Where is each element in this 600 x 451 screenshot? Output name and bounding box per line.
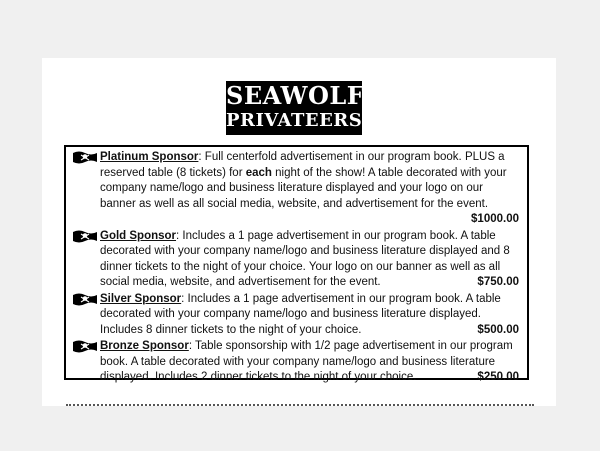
sponsor-item-bronze — [74, 339, 519, 386]
sponsor-price: $250.00 — [477, 371, 519, 383]
sponsor-emphasis: each — [245, 166, 272, 179]
sponsor-price: $750.00 — [477, 276, 519, 288]
sponsor-item-gold — [74, 229, 519, 291]
sponsorship-levels-box — [64, 145, 529, 383]
sponsor-description: : Includes a 1 page advertisement in our program book. A table decorated with your company name/logo and business literature displayed and 8 dinner tickets to the night of your choice. Your logo on our banner as well as all social media, website, and advertisement for the event. — [100, 229, 510, 288]
sponsor-description: : Table sponsorship with 1/2 page advertisement in our program book. A table decorated with your company name/logo and business literature displayed. Includes 2 dinner tickets to the night of your choice. — [100, 340, 513, 383]
sponsor-name: Platinum Sponsor — [100, 151, 199, 163]
pirate-flag-icon — [72, 230, 98, 243]
sponsor-item-silver — [74, 292, 519, 339]
seawolf-privateers-logo — [226, 81, 365, 135]
sponsor-price: $1000.00 — [471, 213, 519, 225]
sponsor-name: Silver Sponsor — [100, 292, 182, 305]
sponsor-name: Gold Sponsor — [100, 229, 177, 242]
dotted-divider — [66, 404, 534, 406]
sponsor-description-b: night of the show! A table decorated with your company name/logo and business literature displayed and your logo on our banner as well as all social media, website, and advertisement for the event. — [100, 166, 507, 210]
pirate-flag-icon — [72, 151, 98, 164]
sponsor-item-platinum — [74, 150, 519, 228]
pirate-flag-icon — [72, 293, 98, 306]
logo-line-2: PRIVATEERS — [226, 110, 363, 131]
sponsor-description: : Includes a 1 page advertisement in our program book. A table decorated with your company name/logo and business literature displayed. Includes 8 dinner tickets to the night of your choice. — [100, 292, 501, 336]
logo-line-1: SEAWOLF — [226, 81, 365, 110]
document-page — [42, 58, 556, 406]
sponsor-price: $500.00 — [477, 323, 519, 336]
sponsor-description-a: : Full centerfold advertisement in our program book. PLUS a reserved table (8 tickets) for — [100, 151, 505, 179]
pirate-flag-icon — [72, 340, 98, 353]
sponsor-name: Bronze Sponsor — [100, 340, 189, 352]
